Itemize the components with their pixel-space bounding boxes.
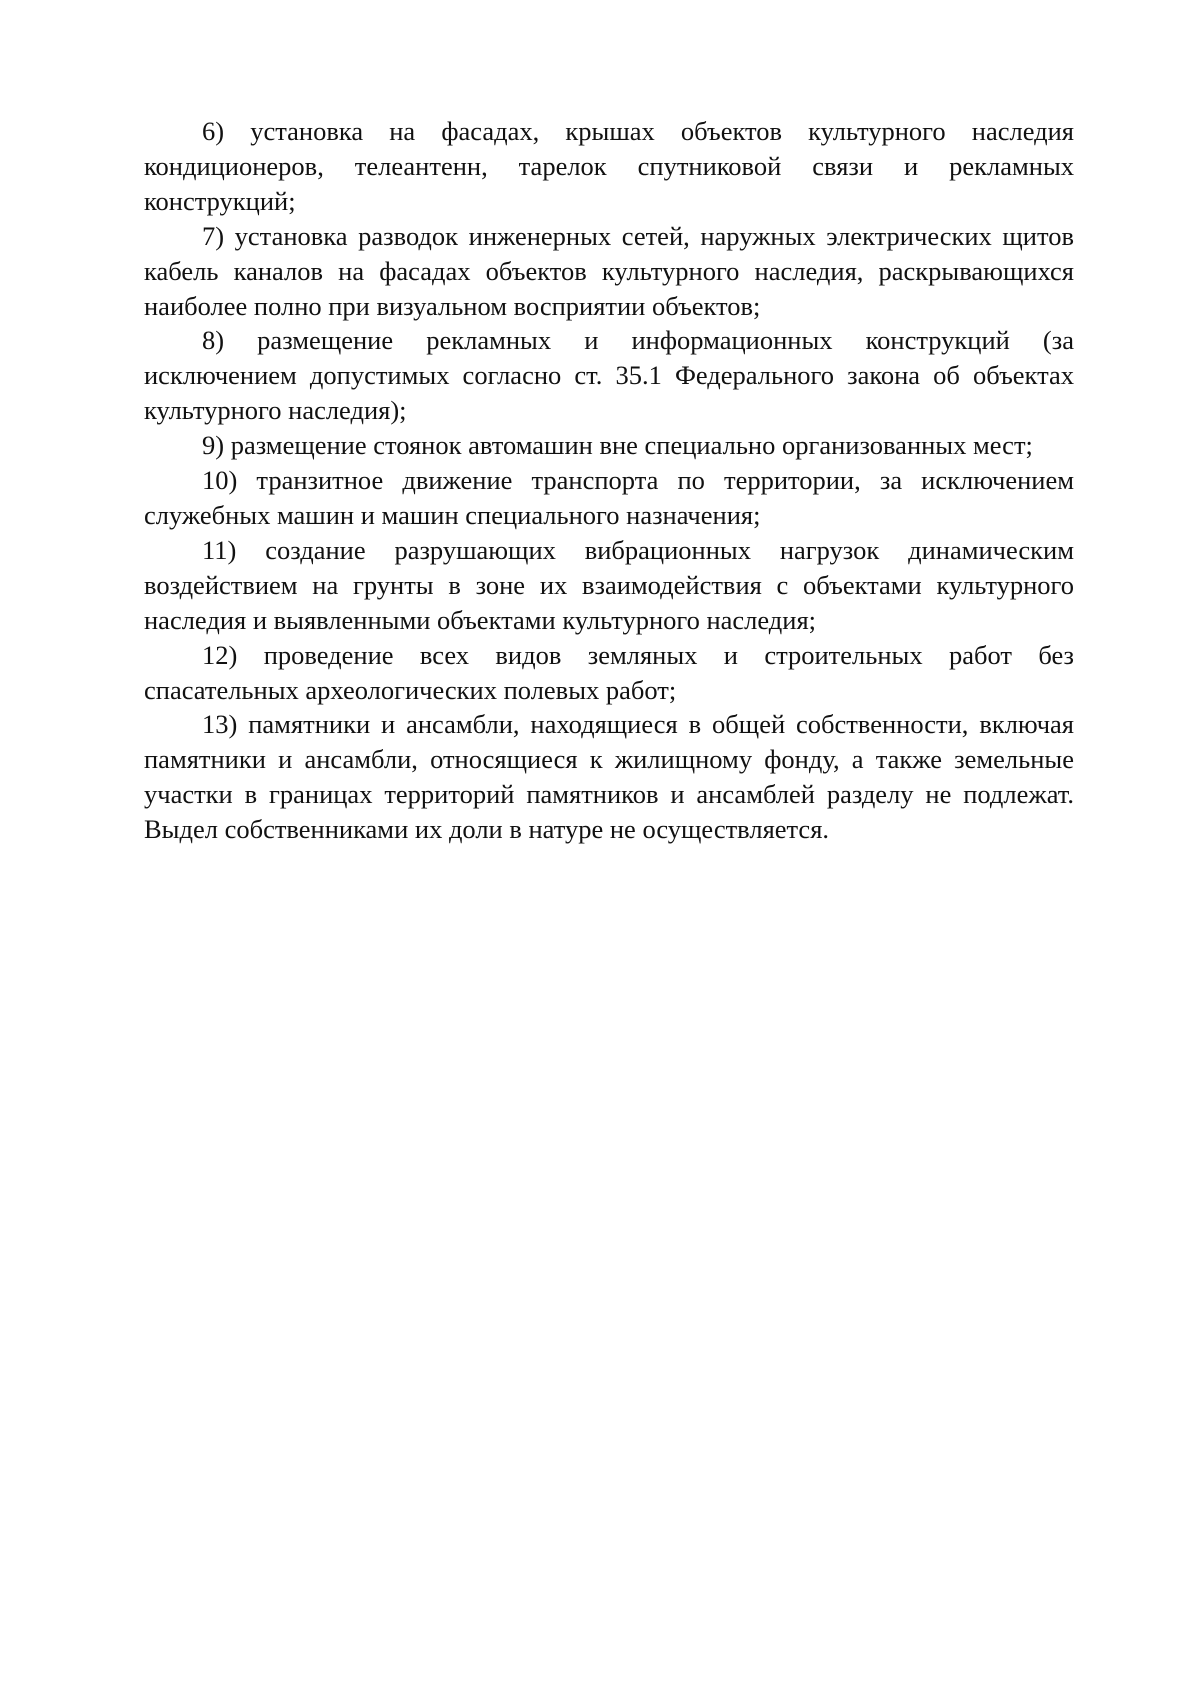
list-item-10: 10) транзитное движение транспорта по территории, за исключением служебных машин и машин специального назначения; [144, 465, 1074, 530]
list-item-6: 6) установка на фасадах, крышах объектов культурного наследия кондиционеров, телеантенн, тарелок спутниковой связи и рекламных конструкций; [144, 116, 1074, 216]
document-body [144, 114, 1074, 847]
list-item-11: 11) создание разрушающих вибрационных нагрузок динамическим воздействием на грунты в зоне их взаимодействия с объектами культурного наследия и выявленными объектами культурного наследия; [144, 534, 1074, 635]
list-item-8: 8) размещение рекламных и информационных конструкций (за исключением допустимых согласно ст. 35.1 Федерального закона об объектах культурного наследия); [144, 325, 1074, 426]
list-item-7: 7) установка разводок инженерных сетей, наружных электрических щитов кабель каналов на фасадах объектов культурного наследия, раскрывающихся наиболее полно при визуальном восприятии объектов; [144, 220, 1074, 321]
list-item-12: 12) проведение всех видов земляных и строительных работ без спасательных археологических полевых работ; [144, 639, 1074, 705]
list-item-9: 9) размещение стоянок автомашин вне специально организованных мест; [202, 430, 1033, 461]
list-item-13: 13) памятники и ансамбли, находящиеся в общей собственности, включая памятники и ансамбли, относящиеся к жилищному фонду, а также земельные участки в границах территорий памятников и ансамблей разделу не подлежат. Выдел собственниками их доли в натуре не осуществляется. [144, 709, 1074, 845]
